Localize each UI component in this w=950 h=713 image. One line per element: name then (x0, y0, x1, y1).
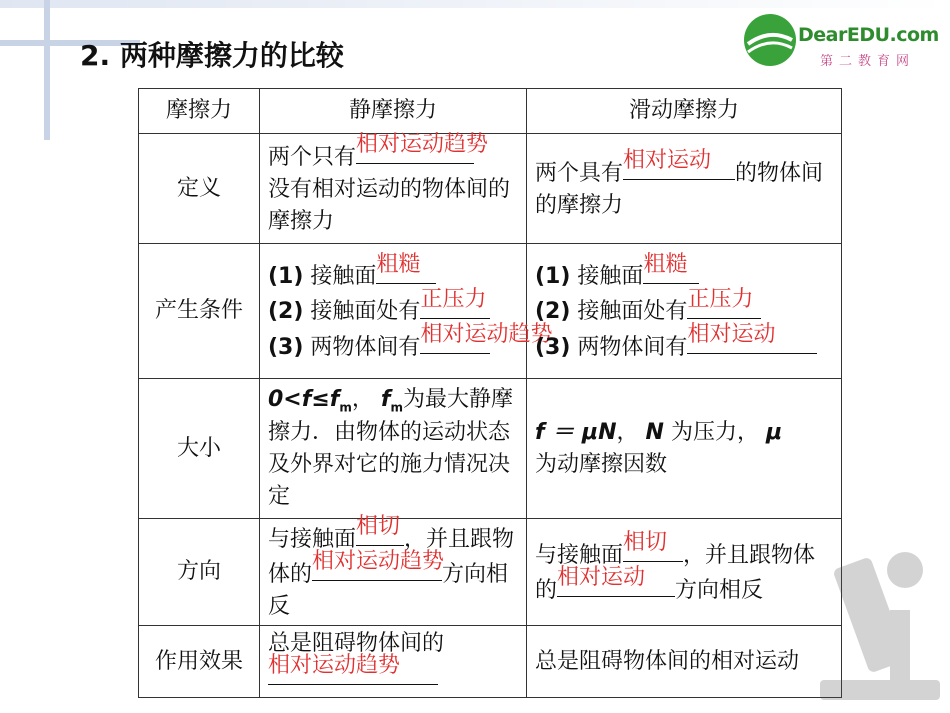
answer-blank (420, 286, 490, 318)
text: ，并且跟物体的 (535, 543, 816, 604)
row-label-definition: 定义 (139, 134, 260, 244)
num: (1) (268, 264, 304, 290)
text: 方向相反 (268, 562, 509, 620)
answer-blank (687, 321, 817, 354)
answer-blank (376, 251, 436, 283)
answer-text: 相对运动趋势 (312, 549, 445, 575)
static-definition (260, 134, 527, 244)
text: 接触面 (310, 264, 377, 290)
header-sliding: 滑动摩擦力 (527, 89, 842, 134)
answer-text: 粗糙 (643, 251, 688, 277)
text: 两物体间有 (577, 334, 688, 360)
num: (2) (268, 299, 304, 325)
static-effect (260, 626, 527, 698)
condition-1 (535, 251, 833, 293)
decor-vertical-line (44, 0, 50, 140)
condition-2 (535, 286, 833, 328)
text: 为压力， (670, 419, 759, 445)
answer-blank (623, 530, 683, 562)
header-static: 静摩擦力 (260, 89, 527, 134)
row-label-direction: 方向 (139, 519, 260, 626)
sliding-definition (527, 134, 842, 244)
text: 与接触面 (268, 527, 357, 553)
text: ，并且跟物体的 (268, 527, 515, 588)
text: 为动摩擦因数 (535, 451, 668, 477)
text: 为最大静摩擦力．由物体的运动状态及外界对它的施力情况决定 (268, 387, 513, 509)
text: 没有相对运动的物体间的摩擦力 (268, 177, 511, 235)
text: ， (351, 387, 374, 413)
num: (3) (268, 334, 304, 360)
num: (2) (535, 299, 571, 325)
num: (1) (535, 264, 571, 290)
text: 两物体间有 (310, 334, 421, 360)
answer-text: 相对运动趋势 (356, 132, 489, 158)
text: 接触面处有 (577, 299, 688, 325)
top-decor-bar (0, 0, 950, 8)
text: 方向相反 (675, 578, 764, 604)
text: 接触面 (577, 264, 644, 290)
text: 两个具有 (535, 161, 624, 187)
answer-blank (420, 321, 553, 354)
row-definition (139, 134, 842, 244)
text: 的物体间的摩擦力 (535, 161, 824, 219)
logo-globe-icon (740, 10, 800, 70)
row-label-conditions: 产生条件 (139, 244, 260, 379)
row-label-magnitude: 大小 (139, 379, 260, 519)
answer-blank (356, 514, 404, 546)
logo-text: DearEDU.com (798, 24, 939, 46)
answer-blank (356, 132, 489, 164)
symbol: f (380, 387, 391, 413)
answer-text: 正压力 (420, 286, 487, 312)
formula: 0<f≤f (268, 387, 340, 413)
header-row (139, 89, 842, 134)
answer-blank (268, 653, 438, 685)
sliding-magnitude (527, 379, 842, 519)
row-magnitude (139, 379, 842, 519)
answer-blank (557, 565, 675, 597)
text: 与接触面 (535, 543, 624, 569)
answer-text: 粗糙 (376, 251, 421, 277)
answer-text: 正压力 (687, 286, 754, 312)
text: 接触面处有 (310, 299, 421, 325)
condition-3 (535, 321, 833, 364)
answer-text: 相对运动 (687, 321, 776, 347)
static-magnitude (260, 379, 527, 519)
answer-blank (623, 148, 735, 180)
page-title: 2. 两种摩擦力的比较 (80, 39, 344, 72)
header-friction: 摩擦力 (139, 89, 260, 134)
answer-text: 相对运动 (557, 565, 646, 591)
symbol: μ (765, 419, 783, 445)
sliding-conditions (527, 244, 842, 379)
answer-blank (687, 286, 761, 318)
text: 总是阻碍物体间的 (268, 631, 445, 657)
microscope-watermark (700, 500, 950, 713)
dearedu-logo (740, 10, 940, 80)
subscript: m (390, 400, 403, 415)
text: 两个只有 (268, 145, 357, 171)
answer-text: 相对运动 (623, 148, 712, 174)
answer-blank (643, 251, 699, 283)
text: ， (616, 419, 639, 445)
condition-3 (268, 321, 553, 364)
answer-text: 相对运动趋势 (420, 321, 553, 347)
formula: f ＝ μN (535, 419, 617, 445)
subscript: m (339, 400, 352, 415)
answer-blank (312, 549, 445, 581)
answer-text: 相切 (356, 514, 401, 540)
logo-subtext: 第二教育网 (820, 54, 916, 69)
symbol: N (645, 419, 664, 445)
answer-text: 相切 (623, 530, 668, 556)
num: (3) (535, 334, 571, 360)
static-conditions (260, 244, 553, 379)
row-label-effect: 作用效果 (139, 626, 260, 698)
static-direction (260, 514, 527, 626)
sliding-effect: 总是阻碍物体间的相对运动 (527, 626, 842, 698)
row-conditions (139, 244, 842, 379)
answer-text: 相对运动趋势 (268, 653, 401, 679)
